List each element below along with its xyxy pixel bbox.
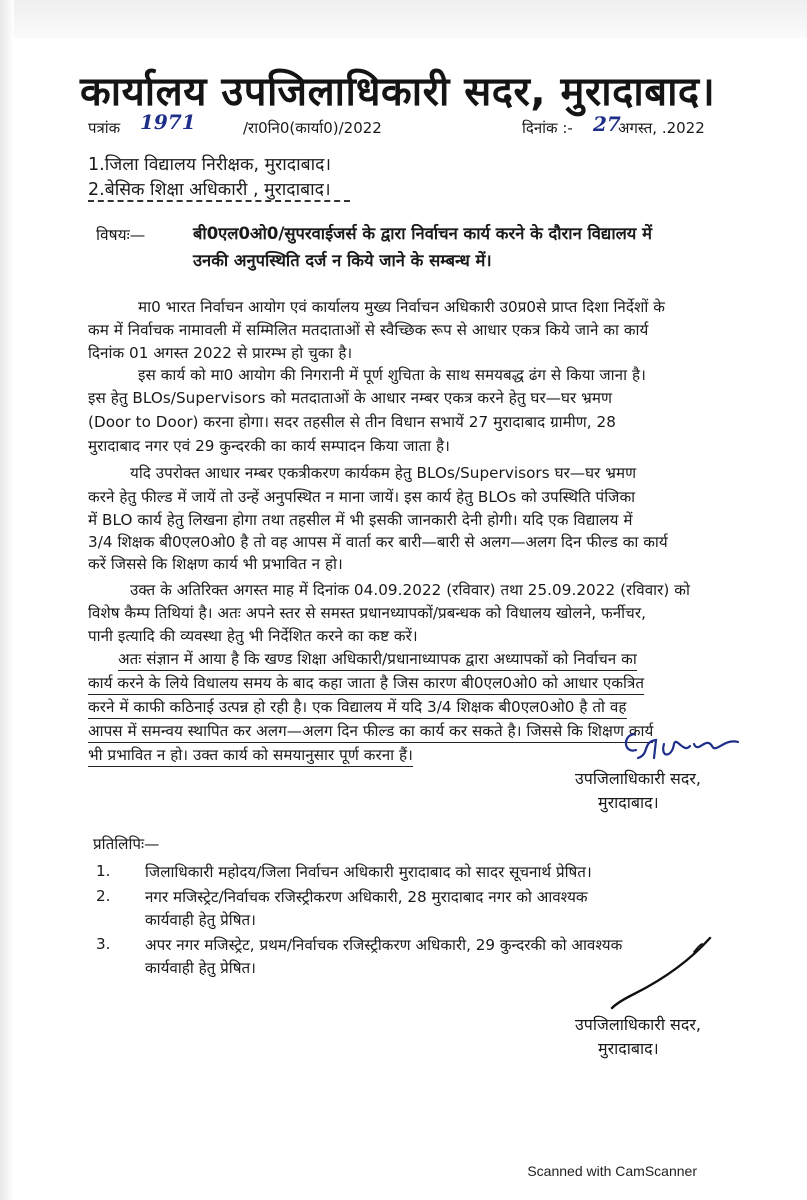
copy-item-line: कार्यवाही हेतु प्रेषित। — [145, 911, 256, 929]
body-line: दिनांक 01 अगस्त 2022 से प्रारम्भ हो चुका है। — [88, 344, 353, 362]
recipient-divider — [88, 200, 350, 202]
copy-item-line: कार्यवाही हेतु प्रेषित। — [145, 959, 256, 977]
page-top-shadow — [0, 0, 807, 38]
signatory-title-2: उपजिलाधिकारी सदर, — [575, 1015, 701, 1034]
body-line: यदि उपरोक्त आधार नम्बर एकत्रीकरण कार्यकम हेतु BLOs/Supervisors घर—घर भ्रमण — [130, 464, 637, 482]
signatory-title: उपजिलाधिकारी सदर, — [575, 769, 701, 788]
signatory-place: मुरादाबाद। — [598, 793, 659, 812]
body-line: मा0 भारत निर्वाचन आयोग एवं कार्यालय मुख्य निर्वाचन अधिकारी उ0प्र0से प्राप्त दिशा निर्देशों के — [138, 298, 665, 316]
body-line: इस कार्य को मा0 आयोग की निगरानी में पूर्ण शुचिता के साथ समयबद्ध ढंग से किया जाना है। — [138, 366, 646, 384]
body-line: विशेष कैम्प तिथियां है। अतः अपने स्तर से समस्त प्रधानध्यापकों/प्रबन्धक को विधालय खोलने, फर्नीचर, — [88, 604, 646, 622]
recipient-1: 1.जिला विद्यालय निरीक्षक, मुरादाबाद। — [88, 155, 332, 175]
body-line: करने हेतु फील्ड में जायें तो उन्हें अनुपस्थित न माना जायें। इस कार्य हेतु BLOs को उपस्थिति पंजिका — [88, 488, 636, 506]
copy-item-line: नगर मजिस्ट्रेट/निर्वाचक रजिस्ट्रीकरण अधिकारी, 28 मुरादाबाद नगर को आवश्यक — [145, 888, 588, 906]
copy-number: 3. — [96, 935, 111, 953]
body-line-underlined: करने में काफी कठिनाई उत्पन्न हो रही है। एक विद्यालय में यदि 3/4 शिक्षक बी0एल0ओ0 है तो वह — [88, 697, 627, 719]
body-line: पानी इत्यादि की व्यवस्था हेतु भी निर्देशित करने का कष्ट करें। — [88, 627, 418, 645]
copy-number: 1. — [96, 862, 111, 880]
body-line-underlined: भी प्रभावित न हो। उक्त कार्य को समयानुसार पूर्ण करना हैं। — [88, 745, 413, 767]
scanner-watermark: Scanned with CamScanner — [527, 1163, 697, 1179]
recipient-2: 2.बेसिक शिक्षा अधिकारी , मुरादाबाद। — [88, 180, 331, 200]
handwritten-initials — [620, 724, 750, 768]
copy-number: 2. — [96, 887, 111, 905]
body-line: करें जिससे कि शिक्षण कार्य भी प्रभावित न हो। — [88, 555, 343, 573]
ref-number: 1971 — [140, 110, 196, 134]
subject-line-2: उनकी अनुपस्थिति दर्ज न किये जाने के सम्बन्ध में। — [193, 251, 492, 270]
date-rest: अगस्त, .2022 — [618, 119, 705, 137]
body-line-underlined: आपस में समन्वय स्थापित कर अलग—अलग दिन फील्ड का कार्य कर सकते है। जिससे कि शिक्षण कार्य — [88, 721, 653, 743]
page-left-shadow — [0, 0, 14, 1200]
body-line-underlined: अतः संज्ञान में आया है कि खण्ड शिक्षा अधिकारी/प्रधानाध्यापक द्वारा अध्यापकों को निर्वाचन का — [118, 649, 637, 671]
copy-item-line: जिलाधिकारी महोदय/जिला निर्वाचन अधिकारी मुरादाबाद को सादर सूचनार्थ प्रेषित। — [145, 863, 592, 881]
copy-item-line: अपर नगर मजिस्ट्रेट, प्रथम/निर्वाचक रजिस्ट्रीकरण अधिकारी, 29 कुन्दरकी को आवश्यक — [145, 936, 623, 954]
body-line: मुरादाबाद नगर एवं 29 कुन्दरकी का कार्य सम्पादन किया जाता है। — [88, 437, 450, 455]
subject-line-1: बी0एल0ओ0/सुपरवाईजर्स के द्वारा निर्वाचन कार्य करने के दौरान विद्यालय में — [193, 224, 652, 243]
body-line: में BLO कार्य हेतु लिखना होगा तथा तहसील में भी इसकी जानकारी देनी होगी। यदि एक विद्यालय में — [88, 511, 633, 529]
body-line: कम में निर्वाचक नामावली में सम्मिलित मतदाताओं से स्वैच्छिक रूप से आधार एकत्र किये जाने का कार्य — [88, 321, 649, 339]
body-line: उक्त के अतिरिक्त अगस्त माह में दिनांक 04.09.2022 (रविवार) तथा 25.09.2022 (रविवार) को — [130, 581, 690, 599]
handwritten-signature — [610, 934, 720, 1010]
body-line: इस हेतु BLOs/Supervisors को मतदाताओं के आधार नम्बर एकत्र करने हेतु घर—घर भ्रमण — [88, 389, 613, 407]
copies-label: प्रतिलिपिः— — [93, 835, 160, 853]
body-line: 3/4 शिक्षक बी0एल0ओ0 है तो वह आपस में वार्ता कर बारी—बारी से अलग—अलग दिन फील्ड का कार्य — [88, 533, 668, 551]
ref-suffix: /रा0नि0(कार्या0)/2022 — [243, 119, 382, 137]
office-title: कार्यालय उपजिलाधिकारी सदर, मुरादाबाद। — [80, 69, 716, 115]
signatory-place-2: मुरादाबाद। — [598, 1039, 659, 1058]
body-line-underlined: कार्य करने के लिये विधालय समय के बाद कहा जाता है जिस कारण बी0एल0ओ0 को आधार एकत्रित — [88, 673, 644, 695]
ref-label: पत्रांक — [88, 119, 121, 137]
subject-label: विषयः— — [96, 226, 146, 244]
body-line: (Door to Door) करना होगा। सदर तहसील से तीन विधान सभायें 27 मुरादाबाद ग्रामीण, 28 — [88, 413, 616, 431]
date-day: 27 — [593, 112, 621, 136]
date-label: दिनांक :- — [522, 119, 573, 137]
